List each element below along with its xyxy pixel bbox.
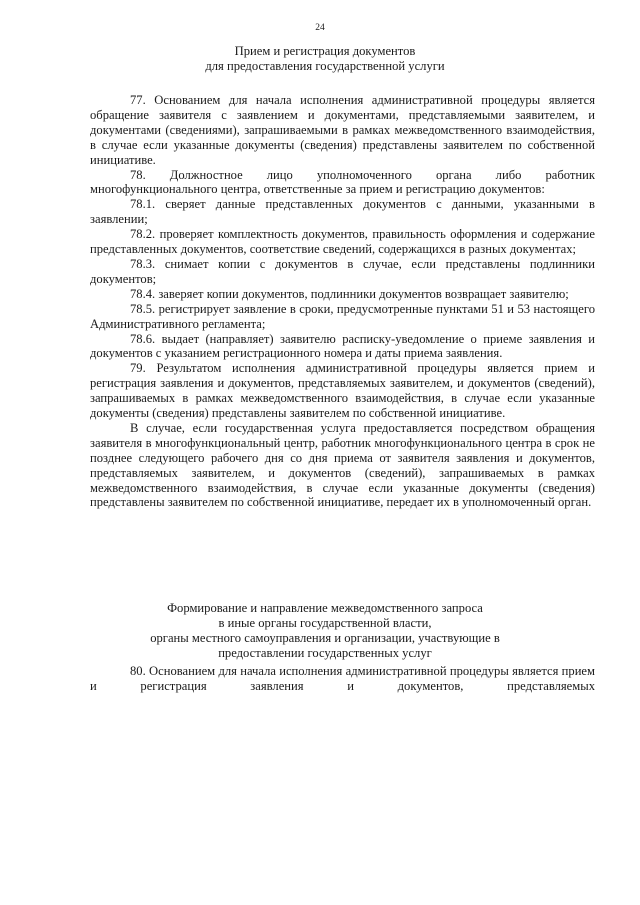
- page-number: 24: [315, 23, 325, 33]
- paragraph: В случае, если государственная услуга предоставляется посредством обращения заявителя в многофункциональный центр, работник многофункционального центра в срок не позднее следующего рабочего дня со дня приема от заявителя заявления и документов, представляемых заявителем, и документов (сведений), запрашиваемых в рамках межведомственного взаимодействия, в случае если указанные документы (сведения) представлены заявителем по собственной инициативе, передает их в уполномоченный орган.: [90, 420, 595, 510]
- section-heading: [90, 44, 560, 74]
- heading-line: Прием и регистрация документов: [234, 44, 416, 58]
- section-body: [90, 664, 595, 694]
- heading-line: Формирование и направление межведомственного запроса: [167, 601, 483, 615]
- paragraph: 77. Основанием для начала исполнения административной процедуры является обращение заявителя с заявлением и документами, представляемыми заявителем, и документами (сведениями), запрашиваемыми в рамках межведомственного взаимодействия, в случае если указанные документы (сведения) представлены заявителем по собственной инициативе.: [90, 93, 595, 167]
- paragraph: 79. Результатом исполнения административной процедуры является прием и регистрация заявления и документов, представляемых заявителем, и документов (сведений), запрашиваемых в рамках межведомственного взаимодействия, в случае если указанные документы (сведения) представлены заявителем по собственной инициативе.: [90, 361, 595, 421]
- paragraph: 80. Основанием для начала исполнения административной процедуры является прием и регистрация заявления и документов, представляемых: [90, 664, 595, 693]
- paragraph: 78.6. выдает (направляет) заявителю расписку-уведомление о приеме заявления и документов с указанием регистрационного номера и даты приема заявления.: [90, 331, 595, 361]
- heading-line: для предоставления государственной услуги: [205, 59, 445, 73]
- paragraph: 78.4. заверяет копии документов, подлинники документов возвращает заявителю;: [130, 286, 569, 301]
- section-body: [90, 93, 595, 510]
- heading-line: органы местного самоуправления и организации, участвующие в: [150, 631, 500, 645]
- paragraph: 78.5. регистрирует заявление в сроки, предусмотренные пунктами 51 и 53 настоящего Административного регламента;: [90, 301, 595, 331]
- heading-line: предоставлении государственных услуг: [218, 646, 432, 660]
- paragraph: 78. Должностное лицо уполномоченного органа либо работник многофункционального центра, ответственные за прием и регистрацию документов:: [90, 167, 595, 197]
- heading-line: в иные органы государственной власти,: [218, 616, 432, 630]
- paragraph: 78.3. снимает копии с документов в случае, если представлены подлинники документов;: [90, 256, 595, 286]
- paragraph: 78.1. сверяет данные представленных документов с данными, указанными в заявлении;: [90, 197, 595, 227]
- paragraph: 78.2. проверяет комплектность документов, правильность оформления и содержание представленных документов, соответствие сведений, содержащихся в разных документах;: [90, 227, 595, 257]
- section-heading: [90, 601, 560, 661]
